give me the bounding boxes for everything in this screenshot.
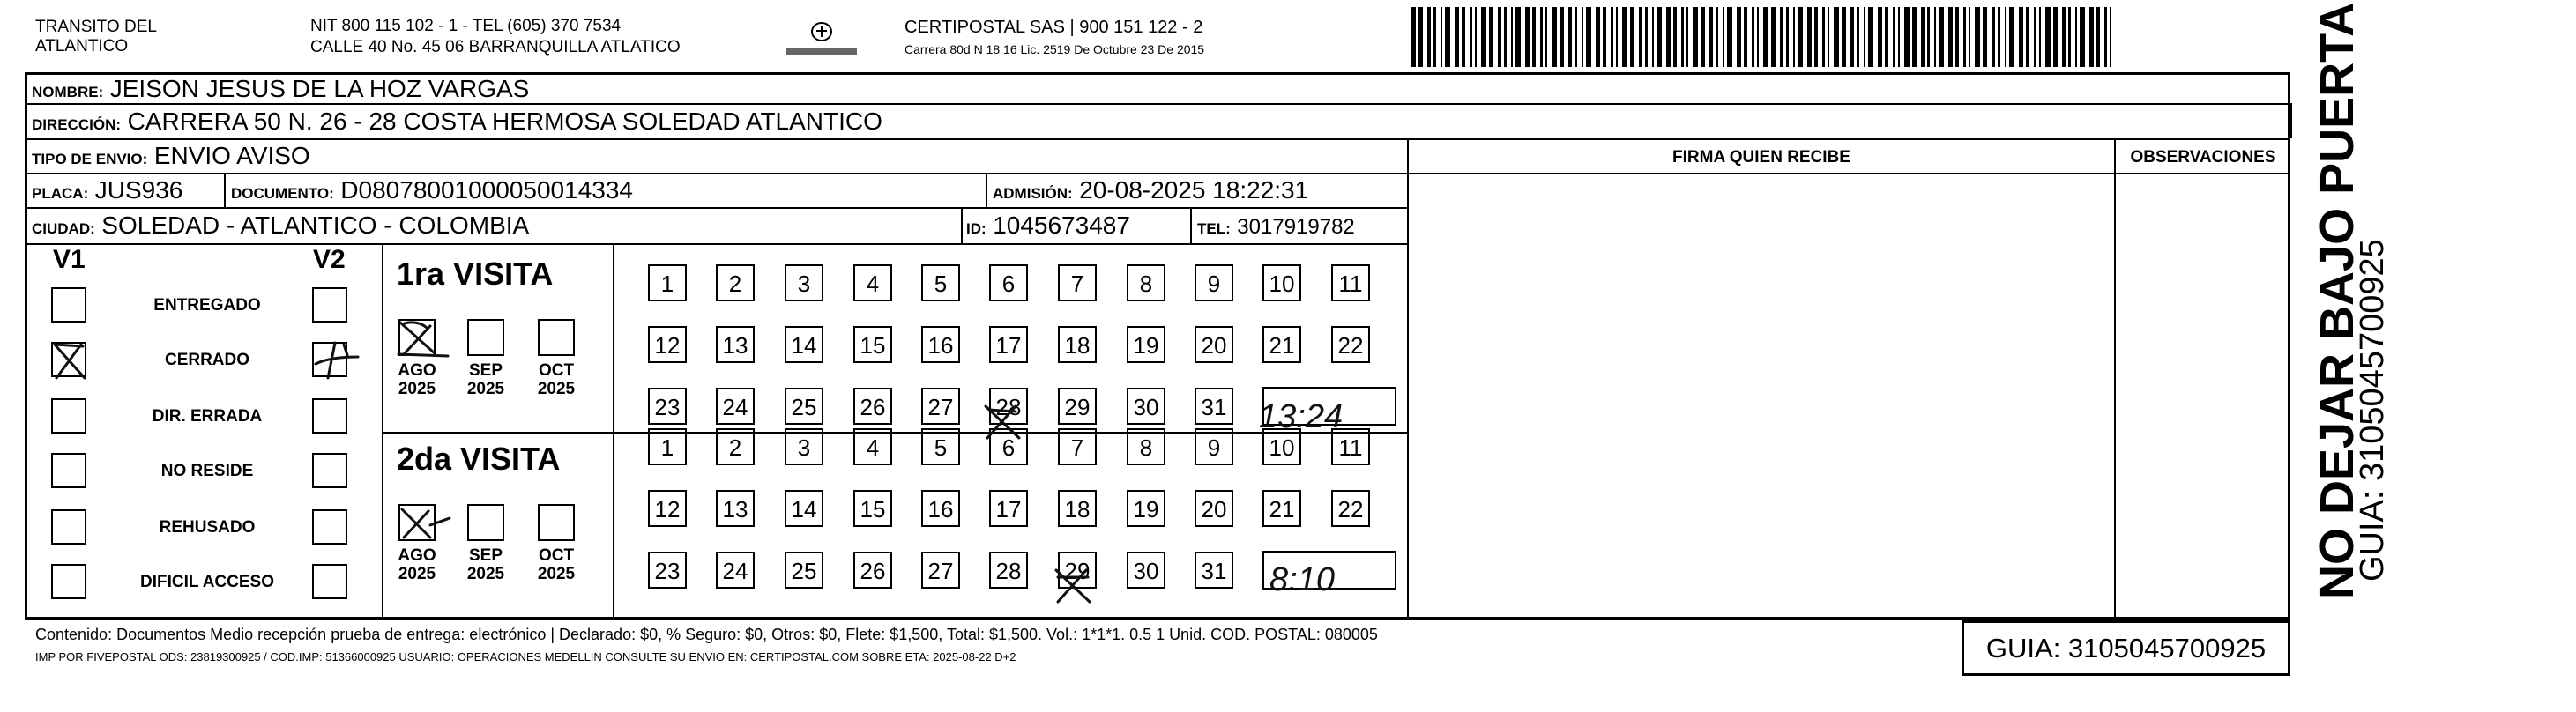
visit-1-day-21[interactable]: 21: [1262, 326, 1301, 363]
month-year: 2025: [398, 565, 436, 583]
courier-license: Carrera 80d N 18 16 Lic. 2519 De Octubre 23 De 2015: [905, 42, 1205, 56]
visit-2-day-11[interactable]: 11: [1331, 428, 1370, 465]
v2-checkbox-6[interactable]: [312, 564, 347, 599]
side-guia-number: GUIA: 3105045700925: [2354, 239, 2391, 582]
visit-1-day-30[interactable]: 30: [1127, 388, 1165, 425]
visit-1-day-19[interactable]: 19: [1127, 326, 1165, 363]
barcode-icon: [1411, 7, 2123, 67]
visit-1-month-label-1: [391, 361, 443, 398]
month-year: 2025: [466, 380, 505, 398]
courier-logo-icon: [778, 19, 866, 62]
sender-nit: NIT 800 115 102 - 1 - TEL (605) 370 7534: [310, 17, 622, 35]
print-info: IMP POR FIVEPOSTAL ODS: 23819300925 / COD.IMP: 51366000925 USUARIO: OPERACIONES MEDELLIN CONSULTE SU ENVIO EN: CERTIPOSTAL.COM SOBRE ETA: 2025-08-22 D+2: [35, 650, 1016, 664]
id-cell: [966, 211, 1130, 243]
visit-2-month-checkbox-3[interactable]: [538, 504, 575, 541]
month-name: OCT: [538, 361, 575, 380]
visit-2-day-6[interactable]: 6: [989, 428, 1028, 465]
visit-1-day-23[interactable]: 23: [648, 388, 687, 425]
tipo-value: ENVIO AVISO: [153, 142, 310, 169]
visit-2-day-31[interactable]: 31: [1195, 552, 1233, 589]
admision-label: ADMISIÓN:: [993, 185, 1073, 202]
visit-2-day-18[interactable]: 18: [1058, 490, 1097, 527]
tel-cell: [1197, 211, 1355, 243]
visit-2-day-1[interactable]: 1: [648, 428, 687, 465]
visit-1-ago-mark-icon: [395, 317, 451, 361]
visit-2-day-8[interactable]: 8: [1127, 428, 1165, 465]
visit-2-day-27[interactable]: 27: [921, 552, 960, 589]
visit-1-day-16[interactable]: 16: [921, 326, 960, 363]
visit-2-day-22[interactable]: 22: [1331, 490, 1370, 527]
placa-cell: [32, 176, 182, 208]
visit-1-day-26[interactable]: 26: [853, 388, 892, 425]
shipment-type-row: [32, 142, 310, 174]
documento-cell: [231, 176, 633, 208]
visit-2-day-16[interactable]: 16: [921, 490, 960, 527]
visit-2-handwritten-time: 8:10: [1269, 561, 1335, 598]
visit-2-day-14[interactable]: 14: [785, 490, 823, 527]
visit-1-day-3[interactable]: 3: [785, 264, 823, 301]
status-label-6: DIFICIL ACCESO: [139, 573, 274, 591]
visit-1-day-25[interactable]: 25: [785, 388, 823, 425]
visit-2-day-30[interactable]: 30: [1127, 552, 1165, 589]
visit-1-day-18[interactable]: 18: [1058, 326, 1097, 363]
status-label-5: REHUSADO: [159, 518, 256, 537]
nombre-value: JEISON JESUS DE LA HOZ VARGAS: [109, 75, 530, 102]
sender-line-1: TRANSITO DEL: [35, 18, 157, 36]
visit-1-day-24[interactable]: 24: [716, 388, 755, 425]
visit-1-day-12[interactable]: 12: [648, 326, 687, 363]
documento-label: DOCUMENTO:: [231, 185, 334, 202]
nombre-label: NOMBRE:: [32, 84, 104, 100]
content-summary: Contenido: Documentos Medio recepción prueba de entrega: electrónico | Declarado: $0, % Seguro: $0, Otros: $0, Flete: $1,500, Total: $1,500. Vol.: 1*1*1. 0.5 1 Unid. COD. POSTAL: 080005: [35, 626, 1378, 643]
visit-2-day-17[interactable]: 17: [989, 490, 1028, 527]
documento-value: D08078001000050014334: [340, 176, 633, 204]
visit-1-month-label-2: [459, 361, 512, 398]
visit-1-day-5[interactable]: 5: [921, 264, 960, 301]
sender-name: [35, 18, 157, 56]
month-year: 2025: [537, 565, 576, 583]
sender-contact: [310, 16, 681, 58]
status-label-1: ENTREGADO: [153, 296, 261, 315]
status-label-2: CERRADO: [164, 351, 250, 369]
visit-1-day-15[interactable]: 15: [853, 326, 892, 363]
v2-checkbox-5[interactable]: [312, 509, 347, 545]
firma-column-header: FIRMA QUIEN RECIBE: [1672, 148, 1850, 167]
month-name: AGO: [398, 361, 436, 380]
v2-checkbox-4[interactable]: [312, 453, 347, 488]
guia-number-box: GUIA: 3105045700925: [1962, 620, 2290, 676]
visit-2-month-label-3: [530, 546, 583, 583]
visit-1-day-7[interactable]: 7: [1058, 264, 1097, 301]
visit-1-handwritten-time: 13:24: [1259, 398, 1344, 435]
visit-1-month-label-3: [530, 361, 583, 398]
v2-checkbox-3[interactable]: [312, 398, 347, 434]
recipient-address-row: [32, 108, 882, 139]
visit-2-day-19[interactable]: 19: [1127, 490, 1165, 527]
visit-1-day-6[interactable]: 6: [989, 264, 1028, 301]
direccion-label: DIRECCIÓN:: [32, 116, 122, 133]
visit-1-day-20[interactable]: 20: [1195, 326, 1233, 363]
placa-value: JUS936: [94, 176, 183, 204]
visit-1-day-11[interactable]: 11: [1331, 264, 1370, 301]
admision-cell: [993, 176, 1308, 208]
tipo-label: TIPO DE ENVIO:: [32, 151, 148, 167]
visit-2-day-28[interactable]: 28: [989, 552, 1028, 589]
visit-2-day-10[interactable]: 10: [1262, 428, 1301, 465]
visit-2-day-23[interactable]: 23: [648, 552, 687, 589]
visit-1-day-4[interactable]: 4: [853, 264, 892, 301]
id-value: 1045673487: [993, 211, 1130, 239]
v1-header: V1: [53, 245, 86, 274]
v2-cerrado-mark-icon: [309, 337, 363, 385]
visit-2-ago-mark-icon: [395, 502, 451, 546]
sender-line-2: ATLANTICO: [35, 37, 129, 56]
status-label-3: DIR. ERRADA: [152, 407, 263, 426]
visit-2-day-5[interactable]: 5: [921, 428, 960, 465]
visit-2-day-20[interactable]: 20: [1195, 490, 1233, 527]
visit-1-day-9[interactable]: 9: [1195, 264, 1233, 301]
visit-2-day-2[interactable]: 2: [716, 428, 755, 465]
ciudad-cell: [32, 211, 529, 243]
visit-1-day-28[interactable]: 28: [989, 388, 1028, 425]
v1-checkbox-1[interactable]: [51, 287, 86, 323]
visit-2-day-25[interactable]: 25: [785, 552, 823, 589]
visit-1-day-10[interactable]: 10: [1262, 264, 1301, 301]
visit-1-day-8[interactable]: 8: [1127, 264, 1165, 301]
admision-value: 20-08-2025 18:22:31: [1079, 176, 1309, 204]
visit-1-day-22[interactable]: 22: [1331, 326, 1370, 363]
visit-1-day-2[interactable]: 2: [716, 264, 755, 301]
visit-1-day-1[interactable]: 1: [648, 264, 687, 301]
v1-checkbox-4[interactable]: [51, 453, 86, 488]
placa-label: PLACA:: [32, 185, 89, 202]
month-name: SEP: [468, 361, 503, 380]
visit-1-title: 1ra VISITA: [397, 256, 554, 292]
v2-checkbox-1[interactable]: [312, 287, 347, 323]
v1-checkbox-3[interactable]: [51, 398, 86, 434]
visit-2-day-3[interactable]: 3: [785, 428, 823, 465]
visit-2-day-12[interactable]: 12: [648, 490, 687, 527]
visit-2-day-4[interactable]: 4: [853, 428, 892, 465]
courier-name: CERTIPOSTAL SAS | 900 151 122 - 2: [905, 18, 1203, 37]
no-dejar-bajo-puerta-warning: NO DEJAR BAJO PUERTA: [2311, 2, 2364, 599]
visit-2-day-26[interactable]: 26: [853, 552, 892, 589]
visit-2-day-24[interactable]: 24: [716, 552, 755, 589]
visit-2-month-checkbox-2[interactable]: [467, 504, 504, 541]
v1-cerrado-mark-icon: [49, 341, 90, 382]
visit-1-day-17[interactable]: 17: [989, 326, 1028, 363]
visit-1-day-13[interactable]: 13: [716, 326, 755, 363]
visit-2-month-label-2: [459, 546, 512, 583]
visit-2-day-7[interactable]: 7: [1058, 428, 1097, 465]
visit-1-day-14[interactable]: 14: [785, 326, 823, 363]
visit-2-day-9[interactable]: 9: [1195, 428, 1233, 465]
visit-1-day-mark-icon: [980, 401, 1024, 443]
visit-2-day-15[interactable]: 15: [853, 490, 892, 527]
visit-2-day-13[interactable]: 13: [716, 490, 755, 527]
month-year: 2025: [398, 380, 436, 398]
visit-2-day-mark-icon: [1051, 565, 1095, 607]
ciudad-value: SOLEDAD - ATLANTICO - COLOMBIA: [101, 211, 530, 239]
visit-2-day-21[interactable]: 21: [1262, 490, 1301, 527]
month-year: 2025: [466, 565, 505, 583]
v2-header: V2: [313, 245, 346, 274]
sender-address: CALLE 40 No. 45 06 BARRANQUILLA ATLATICO: [310, 38, 681, 56]
tel-value: 3017919782: [1237, 215, 1355, 239]
month-name: OCT: [538, 546, 575, 565]
visit-2-day-29[interactable]: 29: [1058, 552, 1097, 589]
id-label: ID:: [966, 220, 986, 237]
visit-2-month-label-1: [391, 546, 443, 583]
observaciones-column-header: OBSERVACIONES: [2130, 148, 2276, 167]
visit-1-day-27[interactable]: 27: [921, 388, 960, 425]
visit-1-month-checkbox-3[interactable]: [538, 319, 575, 356]
visit-1-day-31[interactable]: 31: [1195, 388, 1233, 425]
recipient-name-row: [32, 75, 529, 107]
visit-1-day-29[interactable]: 29: [1058, 388, 1097, 425]
month-name: SEP: [468, 546, 503, 565]
v1-checkbox-5[interactable]: [51, 509, 86, 545]
visit-2-title: 2da VISITA: [397, 441, 561, 477]
direccion-value: CARRERA 50 N. 26 - 28 COSTA HERMOSA SOLEDAD ATLANTICO: [127, 108, 882, 135]
month-year: 2025: [537, 380, 576, 398]
v1-checkbox-6[interactable]: [51, 564, 86, 599]
month-name: AGO: [398, 546, 436, 565]
tel-label: TEL:: [1197, 220, 1231, 237]
ciudad-label: CIUDAD:: [32, 220, 95, 237]
visit-1-month-checkbox-2[interactable]: [467, 319, 504, 356]
status-label-4: NO RESIDE: [160, 462, 254, 480]
